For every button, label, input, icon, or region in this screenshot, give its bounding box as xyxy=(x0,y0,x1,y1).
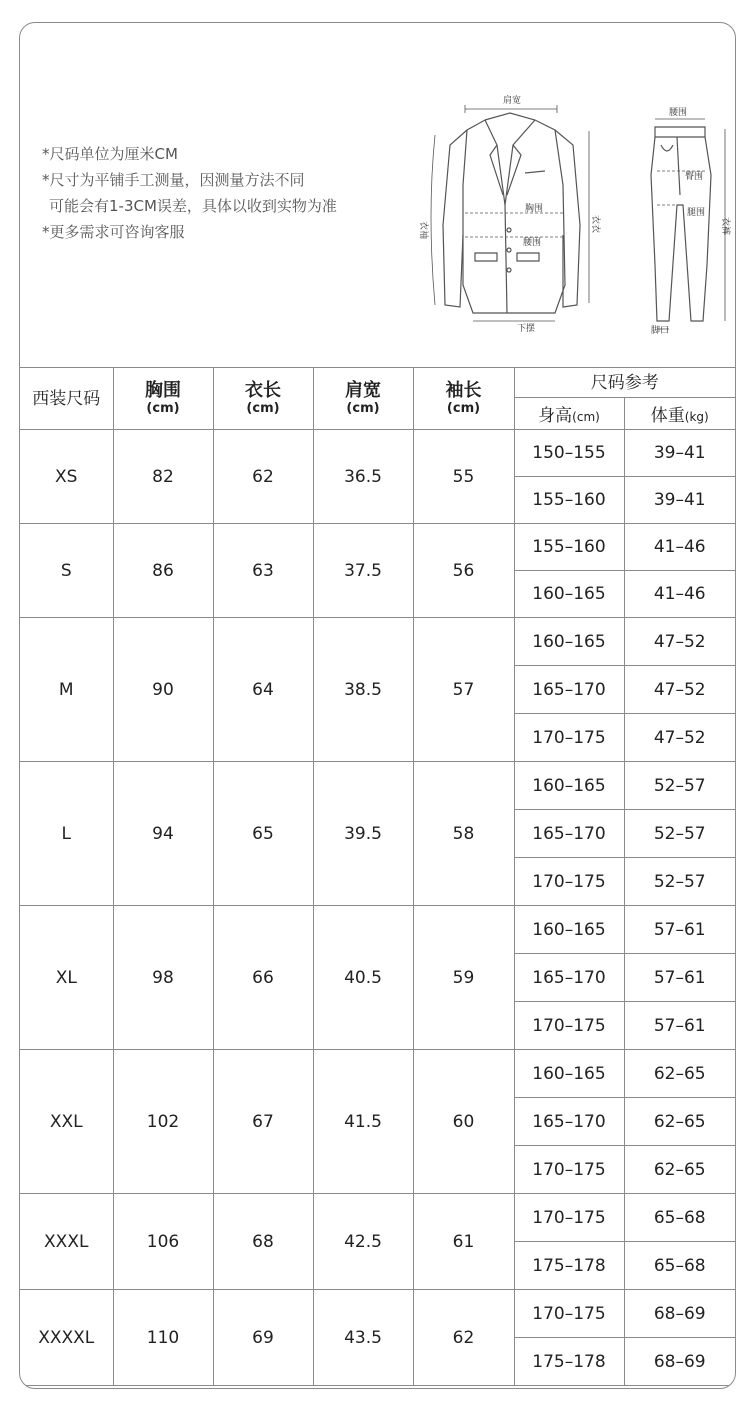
cell-chest: 98 xyxy=(113,906,213,1050)
cell-height: 150–155 xyxy=(514,430,624,477)
cell-height: 170–175 xyxy=(514,1146,624,1194)
note-contact: *更多需求可咨询客服 xyxy=(42,223,185,241)
cell-weight: 47–52 xyxy=(624,666,735,714)
cell-height: 160–165 xyxy=(514,571,624,618)
cell-height: 160–165 xyxy=(514,906,624,954)
cell-height: 155–160 xyxy=(514,477,624,524)
cell-height: 175–178 xyxy=(514,1242,624,1290)
header-height-label: 身高 xyxy=(538,406,573,426)
cell-length: 67 xyxy=(213,1050,313,1194)
cell-shoulder: 39.5 xyxy=(313,762,413,906)
cell-weight: 65–68 xyxy=(624,1242,735,1290)
size-chart-card xyxy=(19,22,736,1389)
cell-weight: 65–68 xyxy=(624,1194,735,1242)
header-sleeve xyxy=(413,368,514,430)
header-chest-label: 胸围 xyxy=(145,379,181,401)
cell-height: 165–170 xyxy=(514,954,624,1002)
cell-weight: 41–46 xyxy=(624,524,735,571)
cell-sleeve: 62 xyxy=(413,1290,514,1386)
note-measurement: *尺寸为平铺手工测量，因测量方法不同 xyxy=(42,171,305,189)
cell-sleeve: 57 xyxy=(413,618,514,762)
cell-height: 170–175 xyxy=(514,714,624,762)
measurement-notes xyxy=(42,141,337,245)
header-height-unit: (cm) xyxy=(572,410,600,424)
cell-height: 165–170 xyxy=(514,666,624,714)
cell-size: M xyxy=(20,618,113,762)
pants-leg-label: 脚口 xyxy=(651,326,670,336)
cell-sleeve: 61 xyxy=(413,1194,514,1290)
header-sleeve-unit: (cm) xyxy=(446,400,481,416)
header-length xyxy=(213,368,313,430)
cell-height: 170–175 xyxy=(514,858,624,906)
cell-weight: 57–61 xyxy=(624,954,735,1002)
size-table-body xyxy=(20,430,735,1386)
cell-weight: 39–41 xyxy=(624,430,735,477)
pants-waist-label: 腰围 xyxy=(669,108,688,118)
header-length-unit: (cm) xyxy=(246,400,280,416)
table-row xyxy=(20,618,735,666)
header-sleeve-label: 袖长 xyxy=(445,379,482,401)
header-shoulder-label: 肩宽 xyxy=(345,379,381,401)
cell-weight: 47–52 xyxy=(624,618,735,666)
cell-weight: 39–41 xyxy=(624,477,735,524)
cell-chest: 94 xyxy=(113,762,213,906)
table-row xyxy=(20,430,735,477)
jacket-waist-label: 腰围 xyxy=(523,238,542,248)
cell-weight: 41–46 xyxy=(624,571,735,618)
header-height xyxy=(514,398,624,430)
pants-length-label: 衣裤 xyxy=(720,217,730,236)
jacket-hem-label: 下摆 xyxy=(517,324,536,334)
header-chest xyxy=(113,368,213,430)
cell-weight: 62–65 xyxy=(624,1050,735,1098)
header-weight xyxy=(624,398,735,430)
cell-shoulder: 37.5 xyxy=(313,524,413,618)
cell-length: 63 xyxy=(213,524,313,618)
cell-chest: 86 xyxy=(113,524,213,618)
table-row xyxy=(20,762,735,810)
cell-weight: 52–57 xyxy=(624,762,735,810)
cell-size: L xyxy=(20,762,113,906)
cell-shoulder: 40.5 xyxy=(313,906,413,1050)
cell-sleeve: 55 xyxy=(413,430,514,524)
garment-measurement-diagram xyxy=(405,85,735,370)
header-size: 西装尺码 xyxy=(20,368,113,430)
header-reference: 尺码参考 xyxy=(514,368,735,398)
table-row xyxy=(20,906,735,954)
cell-weight: 68–69 xyxy=(624,1338,735,1386)
cell-chest: 106 xyxy=(113,1194,213,1290)
cell-size: S xyxy=(20,524,113,618)
cell-weight: 62–65 xyxy=(624,1146,735,1194)
cell-size: XXXXL xyxy=(20,1290,113,1386)
pants-hip-label: 臀围 xyxy=(685,172,704,182)
header-shoulder xyxy=(313,368,413,430)
cell-size: XS xyxy=(20,430,113,524)
cell-height: 170–175 xyxy=(514,1290,624,1338)
cell-height: 155–160 xyxy=(514,524,624,571)
pants-thigh-label: 腿围 xyxy=(687,208,706,218)
jacket-length-label: 衣衣 xyxy=(590,215,600,234)
cell-weight: 68–69 xyxy=(624,1290,735,1338)
cell-weight: 57–61 xyxy=(624,1002,735,1050)
cell-size: XXL xyxy=(20,1050,113,1194)
cell-size: XL xyxy=(20,906,113,1050)
note-tolerance: 可能会有1-3CM误差，具体以收到实物为准 xyxy=(49,197,337,215)
cell-height: 160–165 xyxy=(514,762,624,810)
cell-length: 66 xyxy=(213,906,313,1050)
header-chest-unit: (cm) xyxy=(146,400,180,416)
cell-height: 170–175 xyxy=(514,1194,624,1242)
table-row xyxy=(20,524,735,571)
cell-height: 160–165 xyxy=(514,1050,624,1098)
cell-height: 165–170 xyxy=(514,810,624,858)
cell-length: 69 xyxy=(213,1290,313,1386)
cell-shoulder: 43.5 xyxy=(313,1290,413,1386)
jacket-shoulder-label: 肩宽 xyxy=(503,96,522,106)
pants-icon xyxy=(651,127,711,321)
cell-length: 65 xyxy=(213,762,313,906)
cell-size: XXXL xyxy=(20,1194,113,1290)
cell-chest: 102 xyxy=(113,1050,213,1194)
jacket-measure-lines xyxy=(431,105,589,321)
cell-shoulder: 36.5 xyxy=(313,430,413,524)
cell-length: 64 xyxy=(213,618,313,762)
cell-chest: 82 xyxy=(113,430,213,524)
table-row xyxy=(20,1050,735,1098)
table-row xyxy=(20,1194,735,1242)
cell-weight: 52–57 xyxy=(624,810,735,858)
cell-sleeve: 56 xyxy=(413,524,514,618)
header-weight-label: 体重 xyxy=(650,406,685,426)
note-unit: *尺码单位为厘米CM xyxy=(42,145,178,163)
cell-sleeve: 58 xyxy=(413,762,514,906)
size-chart-header xyxy=(20,23,735,367)
cell-height: 175–178 xyxy=(514,1338,624,1386)
jacket-chest-label: 胸围 xyxy=(525,204,544,214)
size-table xyxy=(20,367,735,1386)
cell-chest: 110 xyxy=(113,1290,213,1386)
cell-sleeve: 60 xyxy=(413,1050,514,1194)
jacket-sleeve-label: 衣袖 xyxy=(418,221,428,240)
header-length-label: 衣长 xyxy=(245,379,281,401)
cell-chest: 90 xyxy=(113,618,213,762)
header-weight-unit: (kg) xyxy=(684,410,709,424)
cell-weight: 62–65 xyxy=(624,1098,735,1146)
cell-length: 62 xyxy=(213,430,313,524)
cell-height: 165–170 xyxy=(514,1098,624,1146)
table-row xyxy=(20,1290,735,1338)
cell-length: 68 xyxy=(213,1194,313,1290)
cell-weight: 52–57 xyxy=(624,858,735,906)
cell-height: 160–165 xyxy=(514,618,624,666)
cell-weight: 47–52 xyxy=(624,714,735,762)
cell-shoulder: 38.5 xyxy=(313,618,413,762)
cell-shoulder: 42.5 xyxy=(313,1194,413,1290)
header-shoulder-unit: (cm) xyxy=(346,400,380,416)
cell-shoulder: 41.5 xyxy=(313,1050,413,1194)
cell-height: 170–175 xyxy=(514,1002,624,1050)
cell-weight: 57–61 xyxy=(624,906,735,954)
cell-sleeve: 59 xyxy=(413,906,514,1050)
